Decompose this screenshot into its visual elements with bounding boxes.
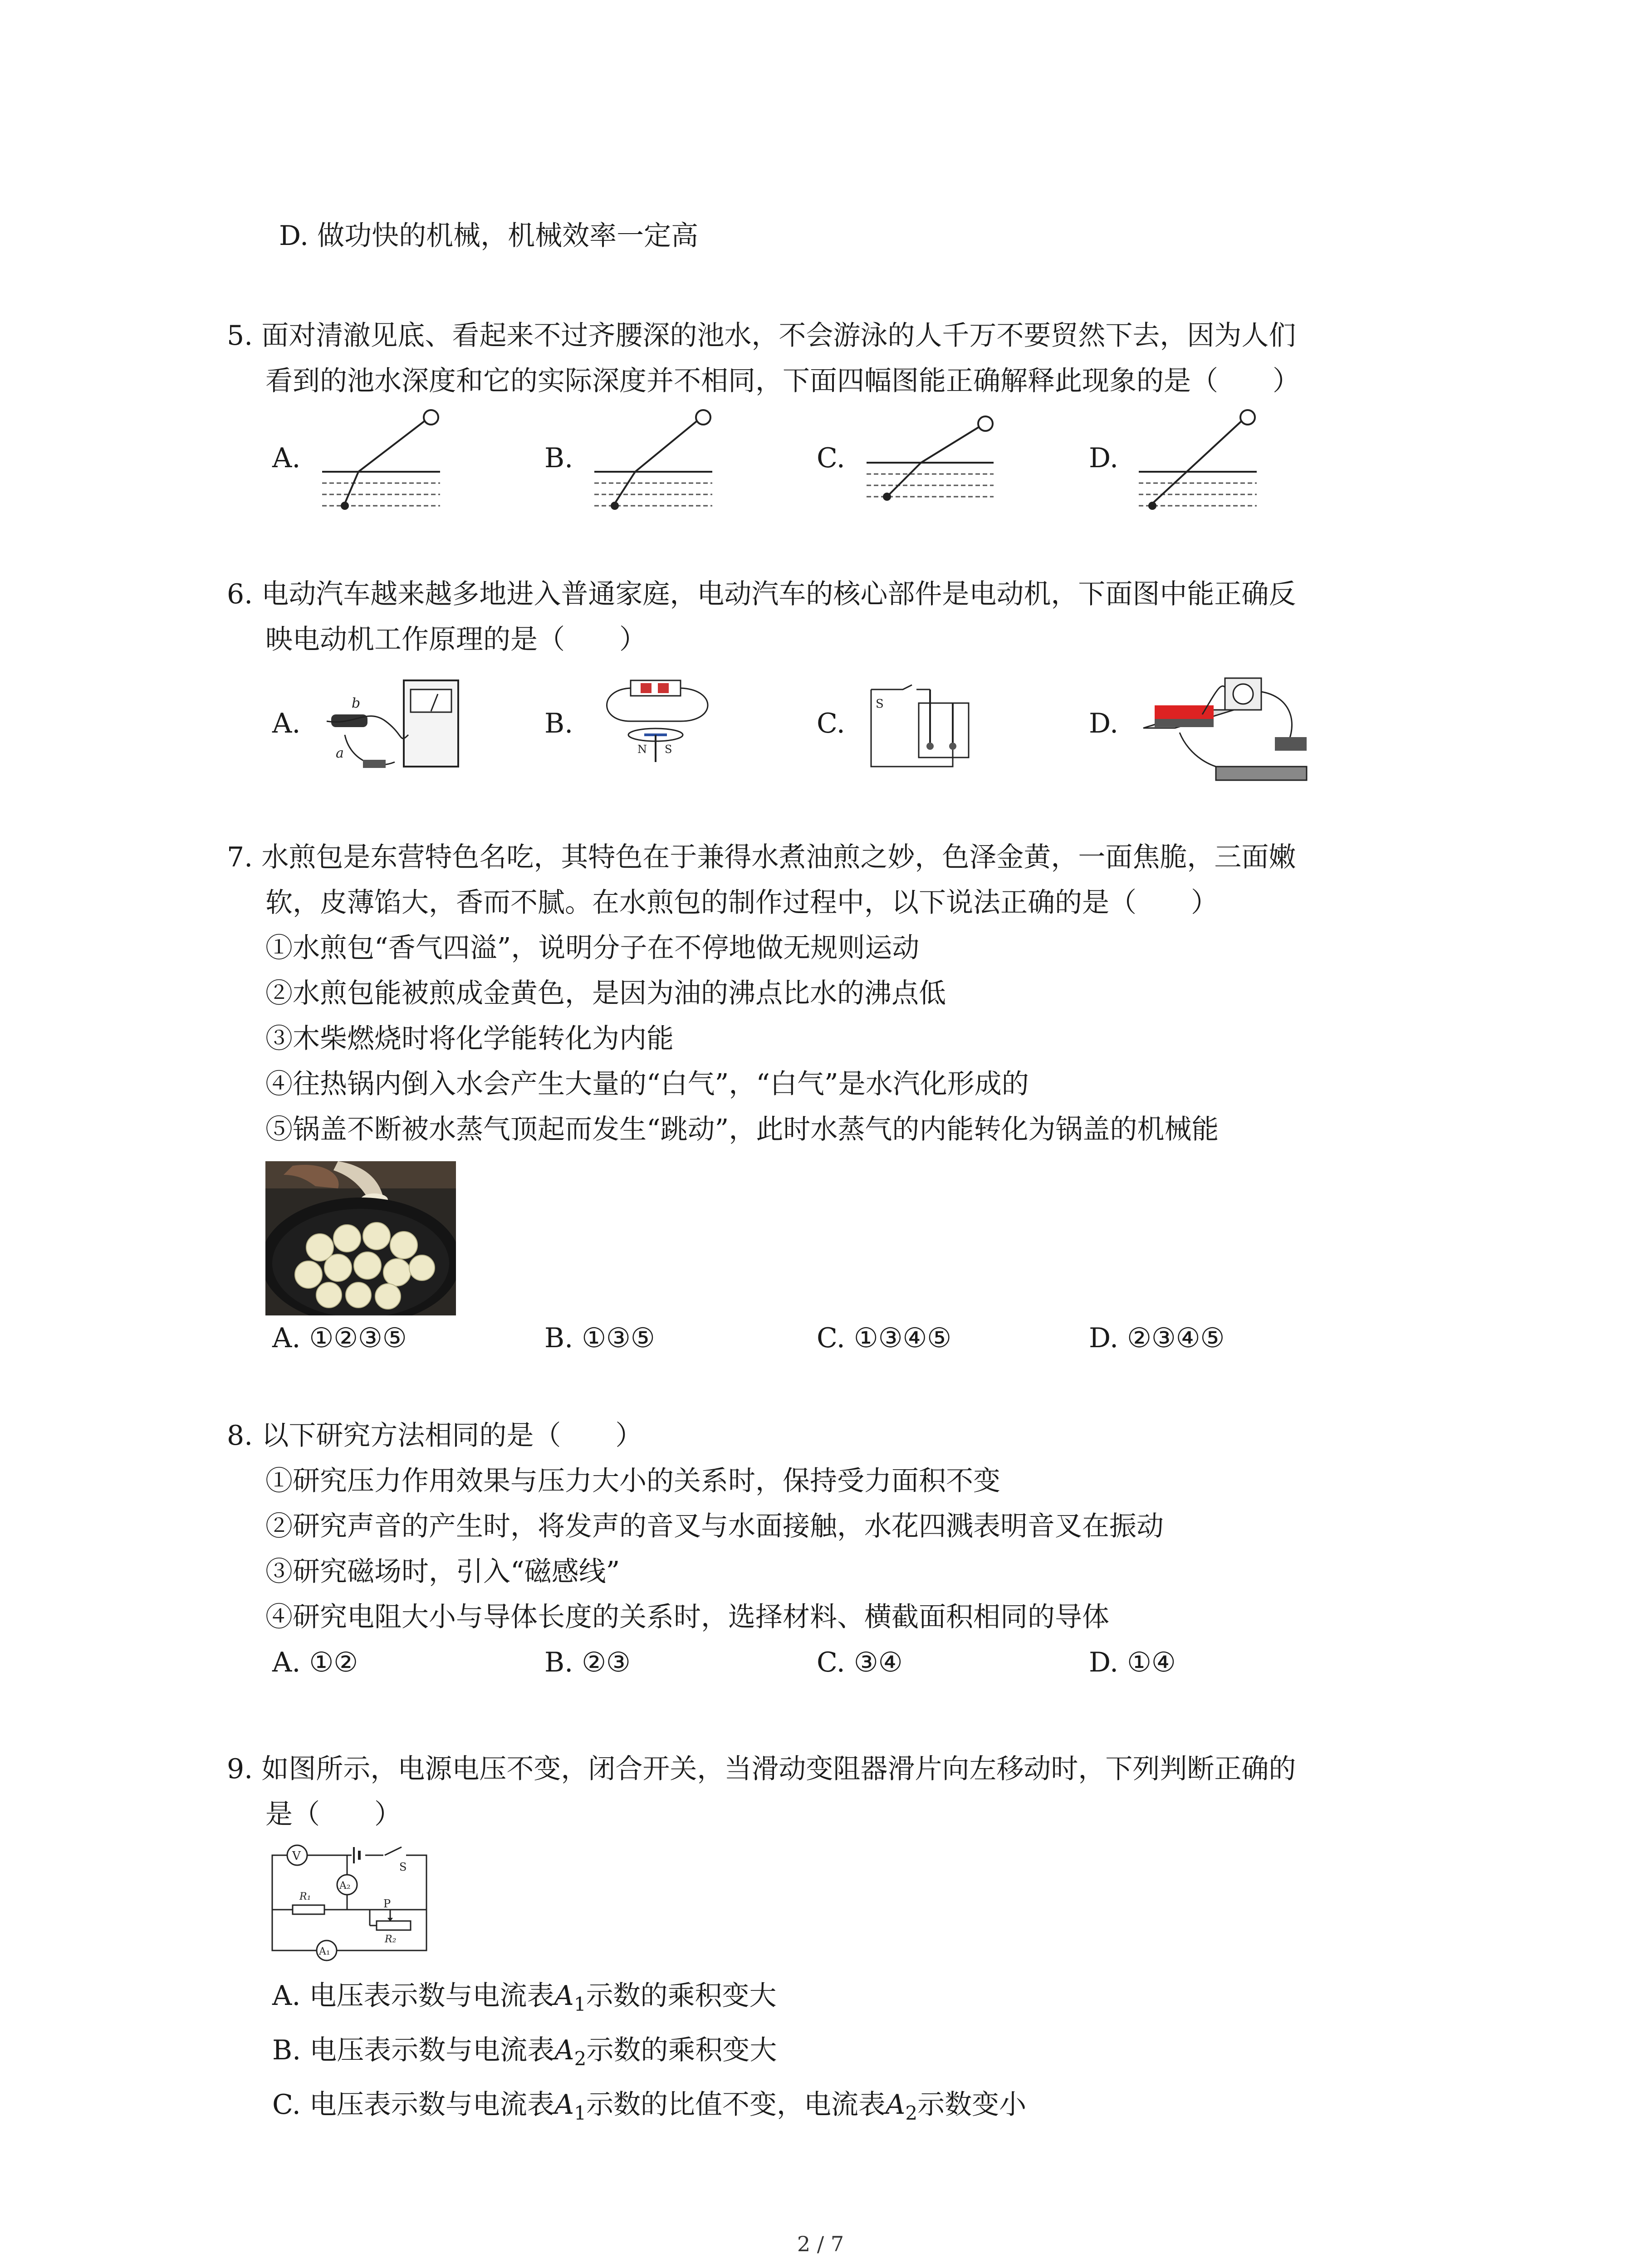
- q8-statement-1: ①研究压力作用效果与压力大小的关系时，保持受力面积不变: [265, 1465, 1000, 1497]
- q6-stem-line1: 6. 电动汽车越来越多地进入普通家庭，电动汽车的核心部件是电动机，下面图中能正确反: [227, 578, 1296, 610]
- q5-figure-c: [862, 408, 1007, 522]
- q6-figure-a-label-b: b: [352, 695, 361, 711]
- q9-circuit-diagram: [268, 1842, 440, 1969]
- q9-ammeter-a2-label: A₂: [339, 1880, 351, 1892]
- q9-ammeter-a1-label: A₁: [319, 1946, 330, 1957]
- q8-option-b: B. ②③: [544, 1647, 631, 1678]
- q8-statement-2: ②研究声音的产生时，将发声的音叉与水面接触，水花四溅表明音叉在振动: [265, 1510, 1164, 1542]
- q6-figure-c-label-s: S: [876, 697, 884, 711]
- q7-statement-5: ⑤锅盖不断被水蒸气顶起而发生“跳动”，此时水蒸气的内能转化为锅盖的机械能: [265, 1114, 1219, 1145]
- q6-option-a-label: A.: [272, 708, 301, 739]
- q6-option-c-label: C.: [817, 708, 845, 739]
- q6-figure-d: [1139, 665, 1329, 787]
- q6-figure-b: [590, 671, 726, 776]
- q8-option-d: D. ①④: [1089, 1647, 1176, 1678]
- q9-stem-line1: 9. 如图所示，电源电压不变，闭合开关，当滑动变阻器滑片向左移动时，下列判断正确的: [227, 1753, 1296, 1785]
- q6-option-b-label: B.: [544, 708, 573, 739]
- page-number: 2 / 7: [797, 2232, 844, 2256]
- q5-option-b-label: B.: [544, 442, 573, 474]
- q5-figure-b: [590, 408, 726, 522]
- q7-statement-2: ②水煎包能被煎成金黄色，是因为油的沸点比水的沸点低: [265, 978, 946, 1009]
- q5-option-a-label: A.: [272, 442, 301, 474]
- q8-statement-3: ③研究磁场时，引入“磁感线”: [265, 1556, 620, 1588]
- q7-stem-line2: 软，皮薄馅大，香而不腻。在水煎包的制作过程中，以下说法正确的是（ ）: [265, 887, 1218, 919]
- q9-option-a: A. 电压表示数与电流表$A_1$示数的乘积变大: [272, 1980, 777, 2015]
- q9-slider-label: P: [383, 1897, 391, 1910]
- q9-r1-label: R₁: [299, 1891, 311, 1902]
- q8-option-c: C. ③④: [817, 1647, 903, 1678]
- q7-statement-3: ③木柴燃烧时将化学能转化为内能: [265, 1023, 674, 1055]
- q5-option-c-label: C.: [817, 442, 845, 474]
- q9-option-c: C. 电压表示数与电流表$A_1$示数的比值不变，电流表$A_2$示数变小: [272, 2089, 1027, 2124]
- q5-stem-line2: 看到的池水深度和它的实际深度并不相同，下面四幅图能正确解释此现象的是（ ）: [265, 365, 1300, 397]
- q5-option-d-label: D.: [1089, 442, 1119, 474]
- q7-stem-line1: 7. 水煎包是东营特色名吃，其特色在于兼得水煮油煎之妙，色泽金黄，一面焦脆，三面嫩: [227, 841, 1296, 873]
- q9-stem-line2: 是（ ）: [265, 1799, 402, 1830]
- q8-stem: 8. 以下研究方法相同的是（ ）: [227, 1420, 643, 1452]
- q6-figure-a-label-a: a: [336, 745, 344, 761]
- q6-figure-a: [318, 671, 467, 780]
- q5-figure-a: [318, 408, 454, 522]
- q5-figure-d: [1134, 408, 1270, 522]
- q4-option-d: D. 做功快的机械，机械效率一定高: [279, 220, 699, 252]
- q8-option-a: A. ①②: [272, 1647, 358, 1678]
- q9-r2-label: R₂: [385, 1934, 397, 1945]
- q7-photo-buns-in-pan: [265, 1161, 456, 1315]
- q9-option-b: B. 电压表示数与电流表$A_2$示数的乘积变大: [272, 2034, 777, 2070]
- q7-option-a: A. ①②③⑤: [272, 1322, 407, 1354]
- q6-figure-b-label-n: N: [637, 743, 647, 756]
- q7-option-c: C. ①③④⑤: [817, 1322, 952, 1354]
- q7-statement-4: ④往热锅内倒入水会产生大量的“白气”，“白气”是水汽化形成的: [265, 1068, 1029, 1100]
- q9-voltmeter-label: V: [292, 1849, 301, 1863]
- q8-statement-4: ④研究电阻大小与导体长度的关系时，选择材料、横截面积相同的导体: [265, 1601, 1109, 1633]
- q7-option-d: D. ②③④⑤: [1089, 1322, 1225, 1354]
- q7-statement-1: ①水煎包“香气四溢”，说明分子在不停地做无规则运动: [265, 932, 920, 964]
- q6-figure-c: [862, 676, 980, 776]
- q7-option-b: B. ①③⑤: [544, 1322, 655, 1354]
- q9-switch-label: S: [399, 1861, 407, 1873]
- q6-figure-b-label-s: S: [665, 743, 672, 756]
- q6-stem-line2: 映电动机工作原理的是（ ）: [265, 624, 647, 655]
- q6-option-d-label: D.: [1089, 708, 1119, 739]
- q5-stem-line1: 5. 面对清澈见底、看起来不过齐腰深的池水，不会游泳的人千万不要贸然下去，因为人们: [227, 320, 1296, 352]
